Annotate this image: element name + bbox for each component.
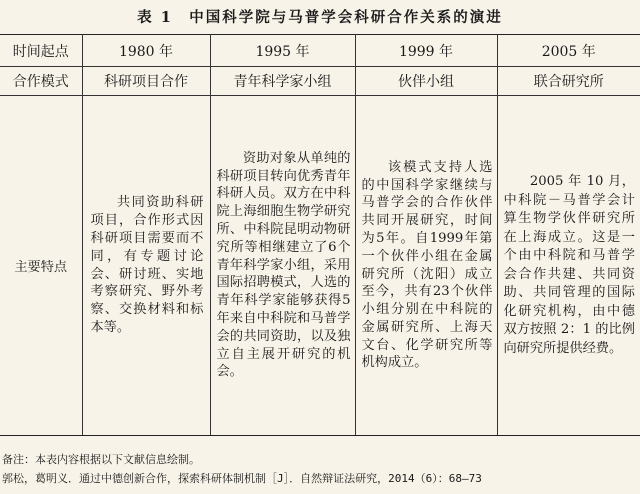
mode-cell-young-scientist: 青年科学家小组 bbox=[210, 67, 355, 96]
year-cell-1999: 1999 年 bbox=[355, 35, 497, 67]
table-title: 表 1 中国科学院与马普学会科研合作关系的演进 bbox=[137, 9, 503, 26]
feature-cell-2005 bbox=[497, 96, 640, 436]
year-cell-1995: 1995 年 bbox=[210, 35, 355, 67]
note-line-source: 备注：本表内容根据以下文献信息绘制。 bbox=[2, 453, 200, 466]
evolution-table bbox=[0, 34, 640, 436]
mode-cell-partner-group: 伙伴小组 bbox=[355, 67, 497, 96]
feature-text-1995: 资助对象从单纯的科研项目转向优秀青年科研人员。双方在中科院上海细胞生物学研究所、中科院昆明动物研究所等相继建立了6个青年科学家小组，采用国际招聘模式，人选的青年科学家能够获得5年来自中科院和马普学会的共同资助，以及独立自主展开研究的机会。 bbox=[216, 150, 351, 380]
mode-cell-project: 科研项目合作 bbox=[82, 67, 210, 96]
mode-cell-joint-institute: 联合研究所 bbox=[497, 67, 640, 96]
feature-cell-1999 bbox=[355, 96, 497, 436]
year-cell-2005: 2005 年 bbox=[497, 35, 640, 67]
feature-text-2005: 2005 年 10 月，中科院－马普学会计算生物学伙伴研究所在上海成立。这是一个由中科院和马普学会合作共建、共同资助、共同管理的国际化研究机构，由中德双方按照 2：1 的比例向研究所提供经费。 bbox=[503, 174, 635, 356]
feature-cell-1980 bbox=[82, 96, 210, 436]
table-features-row bbox=[0, 96, 640, 436]
feature-text-1980: 共同资助科研项目，合作形式因科研项目需要而不同，有专题讨论会、研讨班、实地考察研究、野外考察、交换材料和标本等。 bbox=[90, 195, 204, 335]
row-label-start-time: 时间起点 bbox=[0, 35, 82, 67]
row-label-main-features: 主要特点 bbox=[0, 96, 82, 436]
feature-text-1999: 该模式支持人选的中国科学家继续与马普学会的合作伙伴共同开展研究，时间为5年。自1999年第一个伙伴小组在金属研究所（沈阳）成立至今，共有23个伙伴小组分别在中科院的金属研究所、上海天文台、化学研究所等机构成立。 bbox=[361, 159, 493, 371]
table-notes bbox=[2, 450, 638, 488]
row-label-cooperation-mode: 合作模式 bbox=[0, 67, 82, 96]
note-line-reference: 郭松，葛明义．通过中德创新合作，探索科研体制机制［J］．自然辩证法研究，2014（6）：68—73 bbox=[2, 472, 482, 485]
table-mode-row bbox=[0, 67, 640, 96]
table-header-row bbox=[0, 35, 640, 67]
feature-cell-1995 bbox=[210, 96, 355, 436]
year-cell-1980: 1980 年 bbox=[82, 35, 210, 67]
